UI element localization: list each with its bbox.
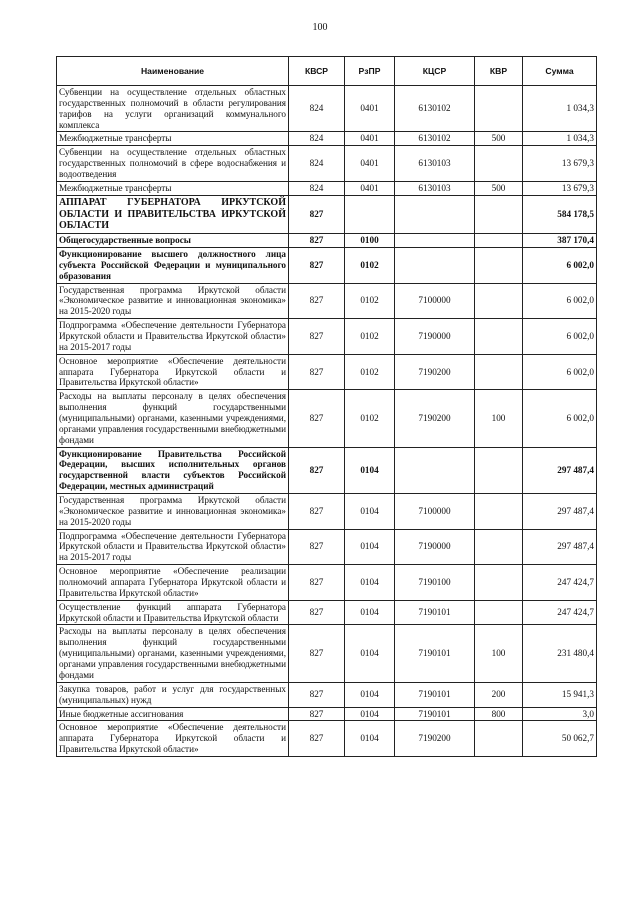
cell-kcsr: 6130102 xyxy=(395,132,475,146)
cell-sum: 297 487,4 xyxy=(523,447,597,493)
cell-kvr xyxy=(475,86,523,132)
table-row xyxy=(57,707,597,721)
cell-kvr xyxy=(475,600,523,625)
cell-kvsr: 827 xyxy=(289,354,345,390)
cell-sum: 1 034,3 xyxy=(523,132,597,146)
cell-kvsr: 827 xyxy=(289,600,345,625)
table-row xyxy=(57,195,597,233)
cell-kcsr: 7190100 xyxy=(395,565,475,601)
cell-kvsr: 824 xyxy=(289,181,345,195)
cell-kvr: 100 xyxy=(475,625,523,682)
table-row xyxy=(57,494,597,530)
cell-rzpr: 0102 xyxy=(345,354,395,390)
cell-name: Государственная программа Иркутской области «Экономическое развитие и инновационная экономика» на 2015-2020 годы xyxy=(57,494,289,530)
cell-sum: 247 424,7 xyxy=(523,600,597,625)
cell-kvr xyxy=(475,319,523,355)
cell-kvr xyxy=(475,721,523,757)
cell-rzpr: 0104 xyxy=(345,565,395,601)
header-rzpr: РзПР xyxy=(345,57,395,86)
cell-name: Межбюджетные трансферты xyxy=(57,181,289,195)
header-kcsr: КЦСР xyxy=(395,57,475,86)
table-row xyxy=(57,390,597,447)
cell-kcsr: 7190101 xyxy=(395,707,475,721)
cell-kvsr: 827 xyxy=(289,234,345,248)
header-kvr: КВР xyxy=(475,57,523,86)
cell-sum: 584 178,5 xyxy=(523,195,597,233)
cell-rzpr: 0104 xyxy=(345,682,395,707)
cell-sum: 247 424,7 xyxy=(523,565,597,601)
cell-kvsr: 827 xyxy=(289,319,345,355)
cell-rzpr: 0401 xyxy=(345,181,395,195)
table-row xyxy=(57,86,597,132)
cell-name: Функционирование высшего должностного лица субъекта Российской Федерации и муниципального образования xyxy=(57,247,289,283)
cell-name: Субвенции на осуществление отдельных областных государственных полномочий в сфере водоснабжения и водоотведения xyxy=(57,146,289,182)
page-number: 100 xyxy=(312,22,328,33)
cell-rzpr: 0102 xyxy=(345,247,395,283)
cell-kvsr: 827 xyxy=(289,447,345,493)
cell-rzpr: 0401 xyxy=(345,146,395,182)
cell-sum: 13 679,3 xyxy=(523,146,597,182)
cell-sum: 3,0 xyxy=(523,707,597,721)
cell-sum: 6 002,0 xyxy=(523,390,597,447)
cell-kvr xyxy=(475,283,523,319)
cell-kcsr: 6130103 xyxy=(395,146,475,182)
cell-kvr xyxy=(475,247,523,283)
cell-kcsr: 7190200 xyxy=(395,354,475,390)
cell-kvsr: 827 xyxy=(289,390,345,447)
cell-name: Осуществление функций аппарата Губернатора Иркутской области и Правительства Иркутской области xyxy=(57,600,289,625)
cell-kvr xyxy=(475,234,523,248)
cell-sum: 6 002,0 xyxy=(523,319,597,355)
cell-sum: 297 487,4 xyxy=(523,529,597,565)
table-row xyxy=(57,234,597,248)
table-row xyxy=(57,283,597,319)
cell-rzpr: 0104 xyxy=(345,721,395,757)
table-row xyxy=(57,132,597,146)
cell-kcsr: 7190101 xyxy=(395,682,475,707)
table-row xyxy=(57,354,597,390)
table-row xyxy=(57,565,597,601)
table-header-row xyxy=(57,57,597,86)
cell-kvsr: 824 xyxy=(289,86,345,132)
table-row xyxy=(57,600,597,625)
cell-sum: 387 170,4 xyxy=(523,234,597,248)
cell-name: Государственная программа Иркутской области «Экономическое развитие и инновационная экономика» на 2015-2020 годы xyxy=(57,283,289,319)
cell-kcsr: 6130103 xyxy=(395,181,475,195)
cell-kvr xyxy=(475,195,523,233)
cell-kcsr xyxy=(395,195,475,233)
cell-kvr xyxy=(475,447,523,493)
cell-kvsr: 827 xyxy=(289,195,345,233)
cell-name: Расходы на выплаты персоналу в целях обеспечения выполнения функций государственными (муниципальными) органами, казенными учреждениями, органами управления государственными внебюджетными фондами xyxy=(57,625,289,682)
cell-kcsr: 7190101 xyxy=(395,600,475,625)
cell-name: Подпрограмма «Обеспечение деятельности Губернатора Иркутской области и Правительства Иркутской области» на 2015-2017 годы xyxy=(57,319,289,355)
cell-kcsr: 7190200 xyxy=(395,721,475,757)
table-row xyxy=(57,181,597,195)
cell-kvr xyxy=(475,354,523,390)
cell-sum: 6 002,0 xyxy=(523,283,597,319)
cell-rzpr: 0104 xyxy=(345,447,395,493)
cell-kvr: 800 xyxy=(475,707,523,721)
header-kvsr: КВСР xyxy=(289,57,345,86)
cell-rzpr: 0104 xyxy=(345,529,395,565)
cell-name: Основное мероприятие «Обеспечение деятельности аппарата Губернатора Иркутской области и Правительства Иркутской области» xyxy=(57,721,289,757)
cell-name: Субвенции на осуществление отдельных областных государственных полномочий в области регулирования тарифов на услуги организаций коммунального комплекса xyxy=(57,86,289,132)
cell-name: Закупка товаров, работ и услуг для государственных (муниципальных) нужд xyxy=(57,682,289,707)
cell-kcsr: 7190000 xyxy=(395,529,475,565)
cell-name: Расходы на выплаты персоналу в целях обеспечения выполнения функций государственными (муниципальными) органами, казенными учреждениями, органами управления государственными внебюджетными фондами xyxy=(57,390,289,447)
cell-kvr: 200 xyxy=(475,682,523,707)
cell-kcsr: 7100000 xyxy=(395,494,475,530)
cell-kvr xyxy=(475,565,523,601)
cell-kcsr: 7190000 xyxy=(395,319,475,355)
cell-kvsr: 827 xyxy=(289,565,345,601)
cell-name: Основное мероприятие «Обеспечение деятельности аппарата Губернатора Иркутской области и Правительства Иркутской области» xyxy=(57,354,289,390)
cell-rzpr: 0104 xyxy=(345,707,395,721)
cell-sum: 50 062,7 xyxy=(523,721,597,757)
cell-sum: 1 034,3 xyxy=(523,86,597,132)
cell-kvsr: 827 xyxy=(289,529,345,565)
cell-kvsr: 827 xyxy=(289,707,345,721)
cell-name: АППАРАТ ГУБЕРНАТОРА ИРКУТСКОЙ ОБЛАСТИ И ПРАВИТЕЛЬСТВА ИРКУТСКОЙ ОБЛАСТИ xyxy=(57,195,289,233)
cell-kvr: 500 xyxy=(475,181,523,195)
cell-kcsr: 7100000 xyxy=(395,283,475,319)
cell-rzpr: 0104 xyxy=(345,625,395,682)
cell-sum: 297 487,4 xyxy=(523,494,597,530)
cell-kcsr: 7190101 xyxy=(395,625,475,682)
table-row xyxy=(57,247,597,283)
cell-rzpr: 0104 xyxy=(345,494,395,530)
header-sum: Сумма xyxy=(523,57,597,86)
table-row xyxy=(57,447,597,493)
table-row xyxy=(57,682,597,707)
cell-kcsr: 6130102 xyxy=(395,86,475,132)
table-row xyxy=(57,319,597,355)
cell-rzpr: 0102 xyxy=(345,283,395,319)
cell-kvsr: 827 xyxy=(289,247,345,283)
cell-rzpr: 0104 xyxy=(345,600,395,625)
cell-sum: 6 002,0 xyxy=(523,247,597,283)
cell-kvr: 500 xyxy=(475,132,523,146)
cell-kcsr: 7190200 xyxy=(395,390,475,447)
cell-name: Иные бюджетные ассигнования xyxy=(57,707,289,721)
table-row xyxy=(57,721,597,757)
cell-sum: 6 002,0 xyxy=(523,354,597,390)
budget-table xyxy=(56,56,597,757)
cell-rzpr: 0401 xyxy=(345,86,395,132)
cell-kvsr: 827 xyxy=(289,721,345,757)
table-row xyxy=(57,529,597,565)
cell-kvsr: 824 xyxy=(289,146,345,182)
cell-rzpr xyxy=(345,195,395,233)
cell-name: Межбюджетные трансферты xyxy=(57,132,289,146)
cell-kcsr xyxy=(395,247,475,283)
cell-rzpr: 0102 xyxy=(345,319,395,355)
cell-kvsr: 827 xyxy=(289,494,345,530)
cell-kvr: 100 xyxy=(475,390,523,447)
cell-kcsr xyxy=(395,234,475,248)
cell-name: Общегосударственные вопросы xyxy=(57,234,289,248)
cell-kvsr: 827 xyxy=(289,283,345,319)
cell-sum: 231 480,4 xyxy=(523,625,597,682)
header-name: Наименование xyxy=(57,57,289,86)
cell-sum: 13 679,3 xyxy=(523,181,597,195)
table-row xyxy=(57,146,597,182)
table-row xyxy=(57,625,597,682)
cell-kvsr: 827 xyxy=(289,625,345,682)
cell-kvr xyxy=(475,529,523,565)
cell-rzpr: 0100 xyxy=(345,234,395,248)
cell-name: Подпрограмма «Обеспечение деятельности Губернатора Иркутской области и Правительства Иркутской области» на 2015-2017 годы xyxy=(57,529,289,565)
cell-name: Основное мероприятие «Обеспечение реализации полномочий аппарата Губернатора Иркутской области и Правительства Иркутской области» xyxy=(57,565,289,601)
cell-rzpr: 0102 xyxy=(345,390,395,447)
cell-kvsr: 827 xyxy=(289,682,345,707)
cell-sum: 15 941,3 xyxy=(523,682,597,707)
cell-kvr xyxy=(475,146,523,182)
cell-kvr xyxy=(475,494,523,530)
cell-name: Функционирование Правительства Российской Федерации, высших исполнительных органов государственной власти субъектов Российской Федерации, местных администраций xyxy=(57,447,289,493)
cell-rzpr: 0401 xyxy=(345,132,395,146)
cell-kcsr xyxy=(395,447,475,493)
cell-kvsr: 824 xyxy=(289,132,345,146)
